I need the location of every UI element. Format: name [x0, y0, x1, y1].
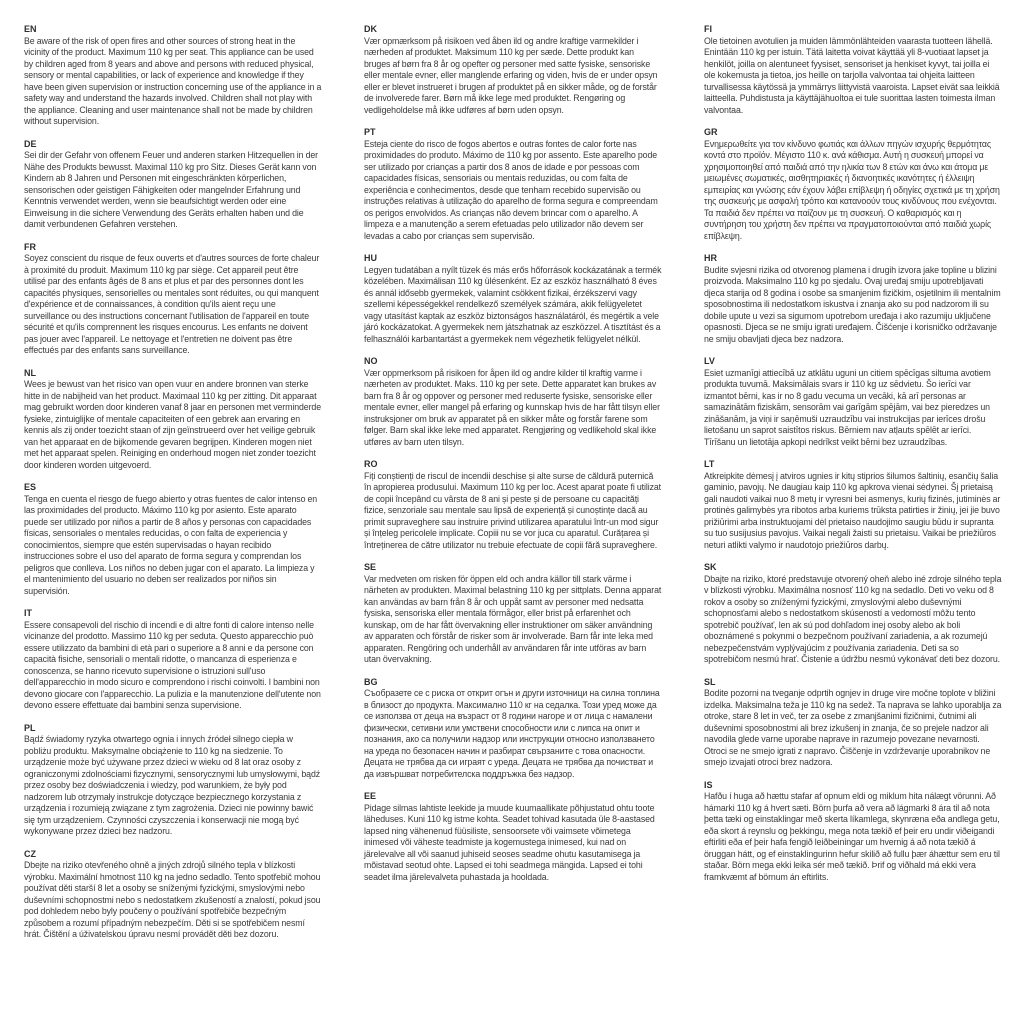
- language-code-label: HU: [364, 253, 377, 263]
- warning-text: Bodite pozorni na tveganje odprtih ognjev in druge vire močne toplote v bližini izdelka. Maksimalna teža je 110 kg na sedež. Ta naprava se lahko uporablja za otroke, stare 8 let in več, ter za osebe z zmanjšanimi fizičnimi, čutnimi ali duševnimi sposobnostmi ali brez izkušenj in znanja, če so prejele nadzor ali navodila glede varne uporabe naprave in razumejo povezane nevarnosti. Otroci se ne smejo igrati z napravo. Čiščenje in vzdrževanje uporabnikov ne smejo izvajati otroci brez nadzora.: [704, 688, 1002, 767]
- language-section-se: [364, 562, 662, 666]
- language-section-fr: [24, 242, 322, 357]
- warning-text: Esiet uzmanīgi attiecībā uz atklātu uguni un citiem spēcīgas siltuma avotiem produkta tuvumā. Maksimālais svars ir 110 kg uz sēdvietu. Šo ierīci var izmantot bērni, kas ir no 8 gadu vecuma un vecāki, kā arī personas ar samazinātām fiziskām, sensorām vai garīgām spējām, vai bez pieredzes un zināšanām, ja viņi ir saņēmuši uzraudzību vai instrukcijas par ierīces drošu lietošanu un saprot saistītos riskus. Bērniem nav atļauts spēlēt ar ierīci. Tīrīšanu un lietotāja apkopi nedrīkst veikt bērni bez uzraudzības.: [704, 367, 991, 447]
- columns-container: [24, 24, 1002, 952]
- warning-text: Pidage silmas lahtiste leekide ja muude kuumaallikate põhjustatud ohtu toote läheduses. Kuni 110 kg istme kohta. Seadet tohivad kasutada üle 8-aastased lapsed ning vähenenud füüsiliste, sensoorsete või vaimsete võimetega inimesed või väheste teadmiste ja kogemustega inimesed, kui nad on järelevalve all või saanud juhiseid seoses seadme ohutu kasutamisega ja mõistavad seotud ohte. Lapsed ei tohi seadmega mängida. Lapsed ei tohi seadet ilma järelevalveta puhastada ja hooldada.: [364, 802, 655, 882]
- language-code-label: PL: [24, 722, 36, 733]
- warning-text: Fiți conștienți de riscul de incendii deschise și alte surse de căldură puternică în apropierea produsului. Maximum 110 kg per loc. Acest aparat poate fi utilizat de copii începând cu vârsta de 8 ani și peste și de persoane cu capacități fizice, senzoriale sau mentale sau lipsă de experiență și cunoștințe dacă au primit supraveghere sau instruire privind utilizarea aparatului într-un mod sigur și înțeleg pericolele implicate. Copiii nu se vor juca cu aparatul. Curățarea și întreținerea de către utilizator nu trebuie efectuate de copii fără supraveghere.: [364, 470, 662, 550]
- language-code-label: BG: [364, 676, 378, 687]
- language-code-label: FI: [704, 24, 712, 34]
- warning-text: Съобразете се с риска от открит огън и други източници на силна топлина в близост до продукта. Максимално 110 кг на седалка. Този уред може да се използва от деца на възраст от 8 години нагоре и от лица с намалени физически, сетивни или умствени способности или с липса на опит и познания, ако са получили надзор или инструкции относно използването на уреда по безопасен начин и разбират свързаните с това опасности. Децата не трябва да си играят с уреда. Децата не трябва да почистват и да извършват потребителска поддръжка без надзор.: [364, 688, 660, 779]
- language-section-ro: [364, 459, 662, 551]
- warning-text: Bądź świadomy ryzyka otwartego ognia i innych źródeł silnego ciepła w pobliżu produktu. Maksymalne obciążenie to 110 kg na siedzenie. To urządzenie może być używane przez dzieci w wieku od 8 lat oraz osoby z ograniczonymi zdolnościami fizycznymi, sensorycznymi lub umysłowymi, bądź przez osoby bez doświadczenia i wiedzy, pod warunkiem, że były pod nadzorem lub otrzymały instrukcje dotyczące bezpiecznego korzystania z urządzenia i rozumieją związane z tym zagrożenia. Dzieci nie powinny bawić się tym urządzeniem. Czynności czyszczenia i konserwacji nie mogą być wykonywane przez dzieci bez nadzoru.: [24, 734, 321, 836]
- language-section-fi: [704, 24, 1002, 116]
- language-section-en: [24, 24, 322, 128]
- language-code-label: ES: [24, 482, 37, 492]
- language-section-hr: [704, 253, 1002, 345]
- language-code-label: GR: [704, 127, 718, 137]
- language-section-no: [364, 356, 662, 448]
- language-code-label: PT: [364, 127, 376, 137]
- warning-text: Soyez conscient du risque de feux ouverts et d'autres sources de forte chaleur à proximité du produit. Maximum 110 kg par siège. Cet appareil peut être utilisé par des enfants âgés de 8 ans et plus et par des personnes dont les capacités physiques, sensorielles ou mentales sont réduites, ou qui manquent d'expérience et de connaissances, à condition qu'ils aient reçu une surveillance ou des instructions concernant l'utilisation de l'appareil en toute sécurité et qu'ils comprennent les risques encourus. Les enfants ne doivent pas jouer avec l'appareil. Le nettoyage et l'entretien ne doivent pas être effectués par des enfants sans surveillance.: [24, 253, 320, 355]
- language-section-de: [24, 139, 322, 231]
- warning-text: Vær opmærksom på risikoen ved åben ild og andre kraftige varmekilder i nærheden af produktet. Maksimum 110 kg per sæde. Dette produkt kan bruges af børn fra 8 år og opefter og personer med satte fysiske, sensoriske eller mentale evner, eller manglende erfaring og viden, hvis de er under opsyn eller er blevet instrueret i brugen af produktet på en sikker måde, og de forstår de involverede farer. Børn må ikke lege med produktet. Rengøring og vedligeholdelse må ikke udføres af børn uden opsyn.: [364, 35, 658, 115]
- warning-text: Dbajte na riziko, ktoré predstavuje otvorený oheň alebo iné zdroje silného tepla v blízkosti výrobku. Maximálna nosnosť 110 kg na sedadlo. Deti vo veku od 8 rokov a osoby so zníženými fyzickými, zmyslovými alebo duševnými schopnosťami alebo s nedostatkom skúseností a vedomostí môžu tento spotrebič používať, len ak sú pod dohľadom inej osoby alebo ak boli oboznámené s pokynmi o bezpečnom používaní zariadenia, a ak rozumejú nebezpečenstvám vyplývajúcim z používania zariadenia. Deti sa so spotrebičom nesmú hrať. Čistenie a údržbu nesmú vykonávať deti bez dozoru.: [704, 573, 1002, 664]
- warning-text: Budite svjesni rizika od otvorenog plamena i drugih izvora jake topline u blizini proizvoda. Maksimalno 110 kg po sjedalu. Ovaj uređaj smiju upotrebljavati djeca starija od 8 godina i osobe sa smanjenim fizičkim, osjetilnim ili mentalnim sposobnostima ili nedostatkom iskustva i znanja ako su pod nadzorom ili su dobile upute u vezi sa sigurnom upotrebom uređaja i ako razumiju uključene opasnosti. Djeca se ne smiju igrati uređajem. Čišćenje i korisničko održavanje ne smiju obavljati djeca bez nadzora.: [704, 264, 1001, 344]
- warning-text: Tenga en cuenta el riesgo de fuego abierto y otras fuentes de calor intenso en las proximidades del producto. Máximo 110 kg por asiento. Este aparato puede ser utilizado por niños a partir de 8 años y personas con capacidades físicas, sensoriales o mentales reducidas, o con falta de experiencia y conocimientos, siempre que estén supervisadas o hayan recibido instrucciones sobre el uso del aparato de forma segura y comprendan los peligros que conlleva. Los niños no deben jugar con el aparato. La limpieza y el mantenimiento del usuario no deben ser realizados por niños sin supervisión.: [24, 493, 318, 596]
- language-code-label: LV: [704, 356, 715, 366]
- language-section-bg: [364, 677, 662, 781]
- warning-text: Hafðu í huga að hættu stafar af opnum eldi og miklum hita nálægt vörunni. Að hámarki 110 kg á hvert sæti. Börn þurfa að vera að lágmarki 8 ára til að nota þetta tæki og einstaklingar með skerta líkamlega, skynræna eða andlega getu, eða skort á reynslu og þekkingu, mega nota tækið ef þeir eru undir viðeigandi eftirliti eða ef þeir hafa fengið leiðbeiningar um hvernig á að nota tækið á öruggan hátt, og ef einstaklingurinn hefur skilið að fullu þær áhættur sem eru til staðar. Börn mega ekki leika sér með tækið. Þrif og viðhald má ekki vera framkvæmt af börnum án eftirlits.: [704, 791, 1000, 882]
- warning-text: Be aware of the risk of open fires and other sources of strong heat in the vicinity of the product. Maximum 110 kg per seat. This appliance can be used by children aged from 8 years and above and persons with reduced physical, sensory or mental capabilities, or lack of experience and knowledge if they have been given supervision or instruction concerning use of the appliance in a safety way and understand the hazards involved. Children shall not play with the appliance. Cleaning and user maintenance shall not be made by children without supervision.: [24, 35, 322, 126]
- warning-text: Sei dir der Gefahr von offenem Feuer und anderen starken Hitzequellen in der Nähe des Produkts bewusst. Maximal 110 kg pro Sitz. Dieses Gerät kann von Kindern ab 8 Jahren und Personen mit eingeschränkten körperlichen, sensorischen oder geistigen Fähigkeiten oder mangelnder Erfahrung und Kenntnis verwendet werden, wenn sie beaufsichtigt werden oder eine Einweisung in die sichere Verwendung des Geräts erhalten haben und die damit verbundenen Gefahren verstehen.: [24, 150, 319, 229]
- language-section-ee: [364, 791, 662, 883]
- language-section-it: [24, 608, 322, 712]
- language-section-nl: [24, 368, 322, 472]
- language-code-label: NL: [24, 367, 36, 378]
- language-section-lv: [704, 356, 1002, 448]
- language-code-label: RO: [364, 459, 378, 469]
- language-section-dk: [364, 24, 662, 116]
- warning-text: Esteja ciente do risco de fogos abertos e outras fontes de calor forte nas proximidades do produto. Máximo de 110 kg por assento. Este aparelho pode ser utilizado por crianças a partir dos 8 anos de idade e por pessoas com capacidades físicas, sensoriais ou mentais reduzidas, ou com falta de experiência e conhecimentos, desde que tenham recebido supervisão ou instruções relativas à utilização do aparelho de forma segura e compreendam os perigos envolvidos. As crianças não devem brincar com o aparelho. A limpeza e a manutenção a serem efetuadas pelo utilizador não devem ser levadas a cabo por crianças sem supervisão.: [364, 138, 658, 241]
- language-section-es: [24, 482, 322, 597]
- warning-text: Wees je bewust van het risico van open vuur en andere bronnen van sterke hitte in de nabijheid van het product. Maximaal 110 kg per zitting. Dit apparaat mag gebruikt worden door kinderen vanaf 8 jaar en personen met verminderde fysieke, zintuiglijke of mentale capaciteiten of een gebrek aan ervaring en kennis als zij onder toezicht staan of zijn geïnstrueerd over het veilige gebruik van het apparaat en de bijkomende gevaren begrijpen. Kinderen mogen niet met het apparaat spelen. Reiniging en onderhoud mogen niet zonder toezicht door kinderen worden uitgevoerd.: [24, 379, 322, 470]
- warning-text: Ενημερωθείτε για τον κίνδυνο φωτιάς και άλλων πηγών ισχυρής θερμότητας κοντά στο προϊόν. Μέγιστο 110 κ. ανά κάθισμα. Αυτή η συσκευή μπορεί να χρησιμοποιηθεί από παιδιά από την ηλικία των 8 ετών και άνω και άτομα με μειωμένες σωματικές, αισθητηριακές ή διανοητικές ικανότητες ή έλλειψη εμπειρίας και γνώσης εάν έχουν λάβει επίβλεψη ή οδηγίες σχετικά με τη χρήση της συσκευής με ασφαλή τρόπο και κατανοούν τους κινδύνους που ενέχονται. Τα παιδιά δεν πρέπει να παίζουν με τη συσκευή. Ο καθαρισμός και η συντήρηση του χρήστη δεν πρέπει να πραγματοποιούνται από παιδιά χωρίς επίβλεψη.: [704, 138, 1000, 241]
- language-code-label: SL: [704, 676, 716, 687]
- language-code-label: EN: [24, 24, 37, 34]
- language-code-label: DE: [24, 138, 37, 149]
- warning-text: Vær oppmerksom på risikoen for åpen ild og andre kilder til kraftig varme i nærheten av produktet. Maks. 110 kg per sete. Dette apparatet kan brukes av barn fra 8 år og oppover og personer med reduserte fysiske, sensoriske eller mentale evner, eller mangel på erfaring og kunnskap hvis de har fått tilsyn eller instruksjoner om bruk av apparatet på en sikker måte og forstår farene som følger. Barn skal ikke leke med apparatet. Rengjøring og vedlikehold skal ikke utføres av barn uten tilsyn.: [364, 367, 660, 447]
- column-1: [24, 24, 322, 952]
- language-code-label: LT: [704, 459, 715, 469]
- language-code-label: SE: [364, 562, 377, 572]
- warning-text: Legyen tudatában a nyílt tüzek és más erős hőforrások kockázatának a termék közelében. Maximálisan 110 kg ülésenként. Ez az eszköz használható 8 éves és annál idősebb gyermekek, valamint csökkent fizikai, érzékszervi vagy szellemi képességekkel rendelkező személyek számára, akik felügyeletet vagy utasítást kaptak az eszköz biztonságos használatáról, és megértik a vele járó kockázatokat. A gyermekek nem játszhatnak az eszközzel. A tisztítást és a felhasználói karbantartást a gyermekek nem végezhetik felügyelet nélkül.: [364, 264, 662, 344]
- warning-text: Var medveten om risken för öppen eld och andra källor till stark värme i närheten av produkten. Maximal belastning 110 kg per sittplats. Denna apparat kan användas av barn från 8 år och uppåt samt av personer med nedsatta fysiska, sensoriska eller mentala förmågor, eller brist på erfarenhet och kunskap, om de har fått övervakning eller instruktioner om säker användning av apparaten och förstår de risker som är involverade. Barn får inte leka med apparaten. Rengöring och underhåll av användaren får inte utföras av barn utan övervakning.: [364, 573, 662, 664]
- warning-text: Dbejte na riziko otevřeného ohně a jiných zdrojů silného tepla v blízkosti výrobku. Maximální hmotnost 110 kg na jedno sedadlo. Tento spotřebič mohou používat děti starší 8 let a osoby se sníženými fyzickými, smyslovými nebo duševními schopnostmi nebo s nedostatkem zkušeností a znalostí, pokud jsou pod dohledem nebo byly poučeny o používání spotřebiče bezpečným způsobem a rozumí případným nebezpečím. Děti si se spotřebičem nesmí hrát. Čištění a úživatelskou úpravu nesmí provádět děti bez dozoru.: [24, 860, 321, 939]
- language-code-label: IT: [24, 608, 32, 618]
- column-3: [704, 24, 1002, 894]
- language-section-lt: [704, 459, 1002, 551]
- language-code-label: FR: [24, 241, 36, 252]
- language-section-is: [704, 780, 1002, 884]
- language-code-label: HR: [704, 253, 717, 263]
- language-section-sk: [704, 562, 1002, 666]
- language-code-label: CZ: [24, 848, 36, 859]
- language-section-pt: [364, 127, 662, 242]
- language-code-label: IS: [704, 779, 713, 790]
- warning-text: Essere consapevoli del rischio di incendi e di altre fonti di calore intenso nelle vicinanze del prodotto. Massimo 110 kg per seduta. Questo apparecchio può essere utilizzato da bambini di età pari o superiore a 8 anni e da persone con capacità fisiche, sensoriali o mentali ridotte, o mancanza di esperienza e conoscenza, se hanno ricevuto supervisione o istruzioni sull'uso dell'apparecchio in modo sicuro e comprendono i rischi coinvolti. I bambini non devono giocare con l'apparecchio. La pulizia e la manutenzione dell'utente non devono essere effettuate dai bambini senza supervisione.: [24, 619, 321, 710]
- language-section-cz: [24, 849, 322, 941]
- language-section-sl: [704, 677, 1002, 769]
- language-section-hu: [364, 253, 662, 345]
- language-code-label: DK: [364, 24, 377, 34]
- language-code-label: SK: [704, 562, 717, 572]
- language-code-label: EE: [364, 791, 377, 801]
- language-section-gr: [704, 127, 1002, 242]
- warning-text: Atkreipkite dėmesį į atviros ugnies ir kitų stiprios šilumos šaltinių, esančių šalia gaminio, pavojų. Ne daugiau kaip 110 kg apkrova vienai sėdynei. Šį prietaisą gali naudoti vaikai nuo 8 metų ir vyresni bei asmenys, kurių fizinės, jutiminės ar protinės galimybės yra ribotos arba kuriems trūksta patirties ir žinių, jei jie buvo prižiūrimi arba instruktuojami dėl prietaiso naudojimo saugiu būdu ir supranta su tuo susijusius pavojus. Vaikai negali žaisti su prietaisu. Vaikai be priežiūros neturi atlikti valymo ir naudotojo priežiūros darbų.: [704, 470, 1001, 550]
- column-2: [364, 24, 662, 894]
- language-section-pl: [24, 723, 322, 838]
- warning-text: Ole tietoinen avotulien ja muiden lämmönlähteiden vaarasta tuotteen lähellä. Enintään 110 kg per istuin. Tätä laitetta voivat käyttää yli 8-vuotiaat lapset ja henkilöt, joilla on alentuneet fyysiset, sensoriset ja henkiset kyvyt, tai joilla ei ole kokemusta ja tietoa, jos heille on tarjolla valvontaa tai ohjeita laitteen turvallisessa käytössä ja ymmärrys liittyvistä vaaroista. Lapset eivät saa leikkiä laitteella. Puhdistusta ja käyttäjähuoltoa ei tule suorittaa lasten toimesta ilman valvontaa.: [704, 35, 1000, 115]
- language-code-label: NO: [364, 356, 378, 366]
